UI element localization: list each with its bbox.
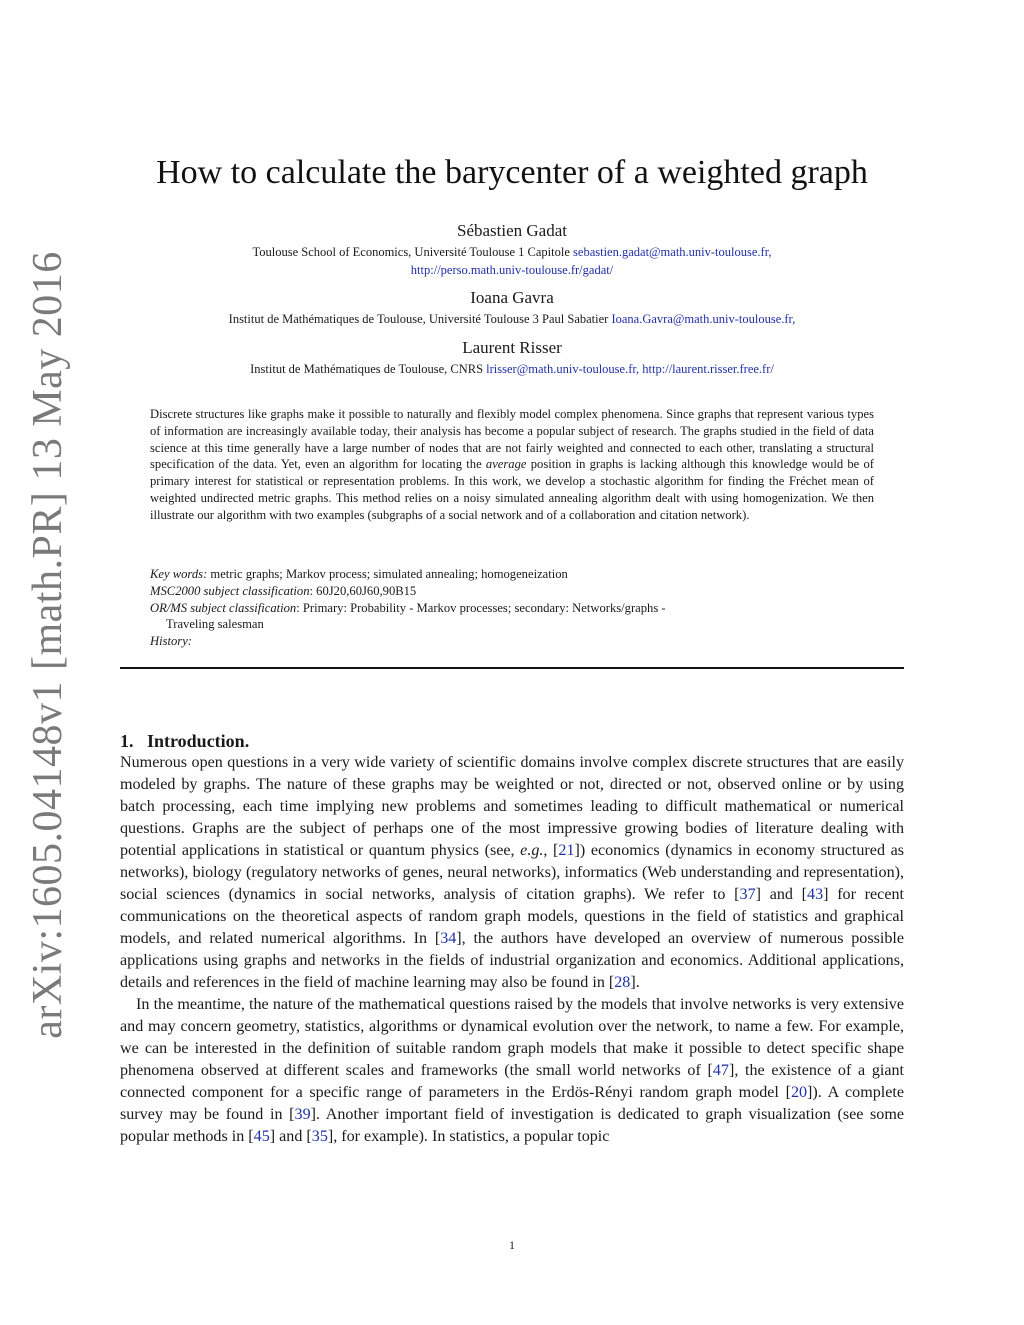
author-homepage-link[interactable]: http://perso.math.univ-toulouse.fr/gadat/	[410, 263, 614, 277]
citation-link[interactable]: 28	[614, 974, 631, 991]
citation-link[interactable]: 37	[739, 886, 756, 903]
author-affiliation	[100, 243, 924, 279]
orms-value: Primary: Probability - Markov processes; secondary: Networks/graphs -	[302, 600, 666, 615]
msc-label: MSC2000 subject classification	[150, 583, 310, 598]
author-affiliation	[100, 360, 924, 378]
section-heading	[120, 731, 249, 752]
citation-link[interactable]: 34	[440, 930, 457, 947]
introduction-body	[120, 752, 904, 1148]
keywords-row: Key words: metric graphs; Markov process; simulated annealing; homogeneization	[150, 567, 568, 581]
abstract-text: Discrete structures like graphs make it possible to naturally and flexibly model complex phenomena. Since graphs that represent various types of information are increasingly available today, their analysis has become a popular subject of research. The graphs studied in the field of data science at this time generally have a large number of nodes that are not fairly weighted and connected to each other, translating a structural specification of the data. Yet, even an algorithm for locating the	[150, 407, 874, 472]
abstract-emphasis: average	[485, 457, 527, 472]
affiliation-text: Institut de Mathématiques de Toulouse, Université Toulouse 3 Paul Sabatier	[228, 312, 609, 326]
paper-metadata	[150, 566, 874, 650]
orms-row: OR/MS subject classification: Primary: Probability - Markov processes; secondary: Networks/graphs -	[150, 600, 666, 615]
author-name: Sébastien Gadat	[457, 221, 567, 240]
orms-label: OR/MS subject classification	[150, 600, 297, 615]
citation-link[interactable]: 45	[253, 1128, 270, 1145]
author-email-link[interactable]: Ioana.Gavra@math.univ-toulouse.fr,	[611, 312, 796, 326]
affiliation-text: Institut de Mathématiques de Toulouse, CNRS	[250, 362, 484, 376]
msc-value: 60J20,60J60,90B15	[316, 583, 417, 598]
paragraph: Numerous open questions in a very wide variety of scientific domains involve complex discrete structures that are easily modeled by graphs. The nature of these graphs may be weighted or not, directed or not, observed online or by using batch processing, each time implying new problems and sometimes leading to difficult mathematical or numerical questions. Graphs are the subject of perhaps one of the most impressive growing bodies of literature dealing with potential applications in statistical or quantum physics (see, e.g., [21]) economics (dynamics in economy structured as networks), biology (regulatory networks of genes, neural networks), informatics (Web understanding and representation), social sciences (dynamics in social networks, analysis of citation graphs). We refer to [37] and [43] for recent communications on the theoretical aspects of random graph models, questions in the field of statistics and graphical models, and related numerical algorithms. In [34], the authors have developed an overview of numerous possible applications using graphs and networks in the fields of industrial organization and economics. Additional applications, details and references in the field of machine learning may also be found in [28].	[120, 754, 904, 991]
citation-link[interactable]: 20	[790, 1084, 808, 1101]
history-label: History	[150, 634, 188, 649]
affiliation-text: Toulouse School of Economics, Université Toulouse 1 Capitole	[252, 245, 570, 259]
author-name: Laurent Risser	[462, 338, 562, 357]
section-divider	[120, 667, 904, 669]
paper-title: How to calculate the barycenter of a weighted graph	[156, 154, 868, 191]
abstract-text: position in graphs is lacking although this knowledge would be of primary interest for statistical or representation problems. In this work, we develop a stochastic algorithm for finding the Fréchet mean of weighted undirected metric graphs. This method relies on a noisy simulated annealing algorithm dealt with using homogenization. We then illustrate our algorithm with two examples (subgraphs of a social network and of a collaboration and citation network).	[150, 457, 874, 522]
section-number: 1.	[120, 731, 134, 751]
arxiv-sidebar	[8, 251, 88, 1039]
author-name: Ioana Gavra	[470, 288, 554, 307]
keywords-value: metric graphs; Markov process; simulated annealing; homogeneization	[210, 567, 568, 581]
citation-link[interactable]: 47	[712, 1062, 729, 1079]
citation-link[interactable]: 39	[294, 1106, 311, 1123]
msc-row: MSC2000 subject classification: 60J20,60J60,90B15	[150, 583, 417, 598]
author-affiliation	[100, 310, 924, 328]
orms-value-continued: Traveling salesman	[166, 617, 264, 632]
author-email-link[interactable]: lrisser@math.univ-toulouse.fr,	[486, 362, 640, 376]
history-row: History:	[150, 634, 192, 649]
arxiv-identifier: arXiv:1605.04148v1 [math.PR] 13 May 2016	[25, 251, 71, 1039]
citation-link[interactable]: 43	[807, 886, 824, 903]
page-number: 1	[509, 1238, 515, 1252]
keywords-label: Key words	[150, 567, 204, 581]
section-title: Introduction.	[147, 731, 250, 751]
abstract	[150, 406, 874, 524]
author-homepage-link[interactable]: http://laurent.risser.free.fr/	[642, 362, 774, 376]
citation-link[interactable]: 21	[558, 842, 575, 859]
paragraph: In the meantime, the nature of the mathematical questions raised by the models that involve networks is very extensive and may concern geometry, statistics, algorithms or dynamical evolution over the network, to name a few. For example, we can be interested in the definition of suitable random graph models that make it possible to detect specific shape phenomena observed at different scales and frameworks (the small world networks of [47], the existence of a giant connected component for a specific range of parameters in the Erdös-Rényi random graph model [20]). A complete survey may be found in [39]. Another important field of investigation is dedicated to graph visualization (see some popular methods in [45] and [35], for example). In statistics, a popular topic	[120, 996, 905, 1145]
author-email-link[interactable]: sebastien.gadat@math.univ-toulouse.fr,	[573, 245, 772, 259]
citation-link[interactable]: 35	[311, 1128, 328, 1145]
